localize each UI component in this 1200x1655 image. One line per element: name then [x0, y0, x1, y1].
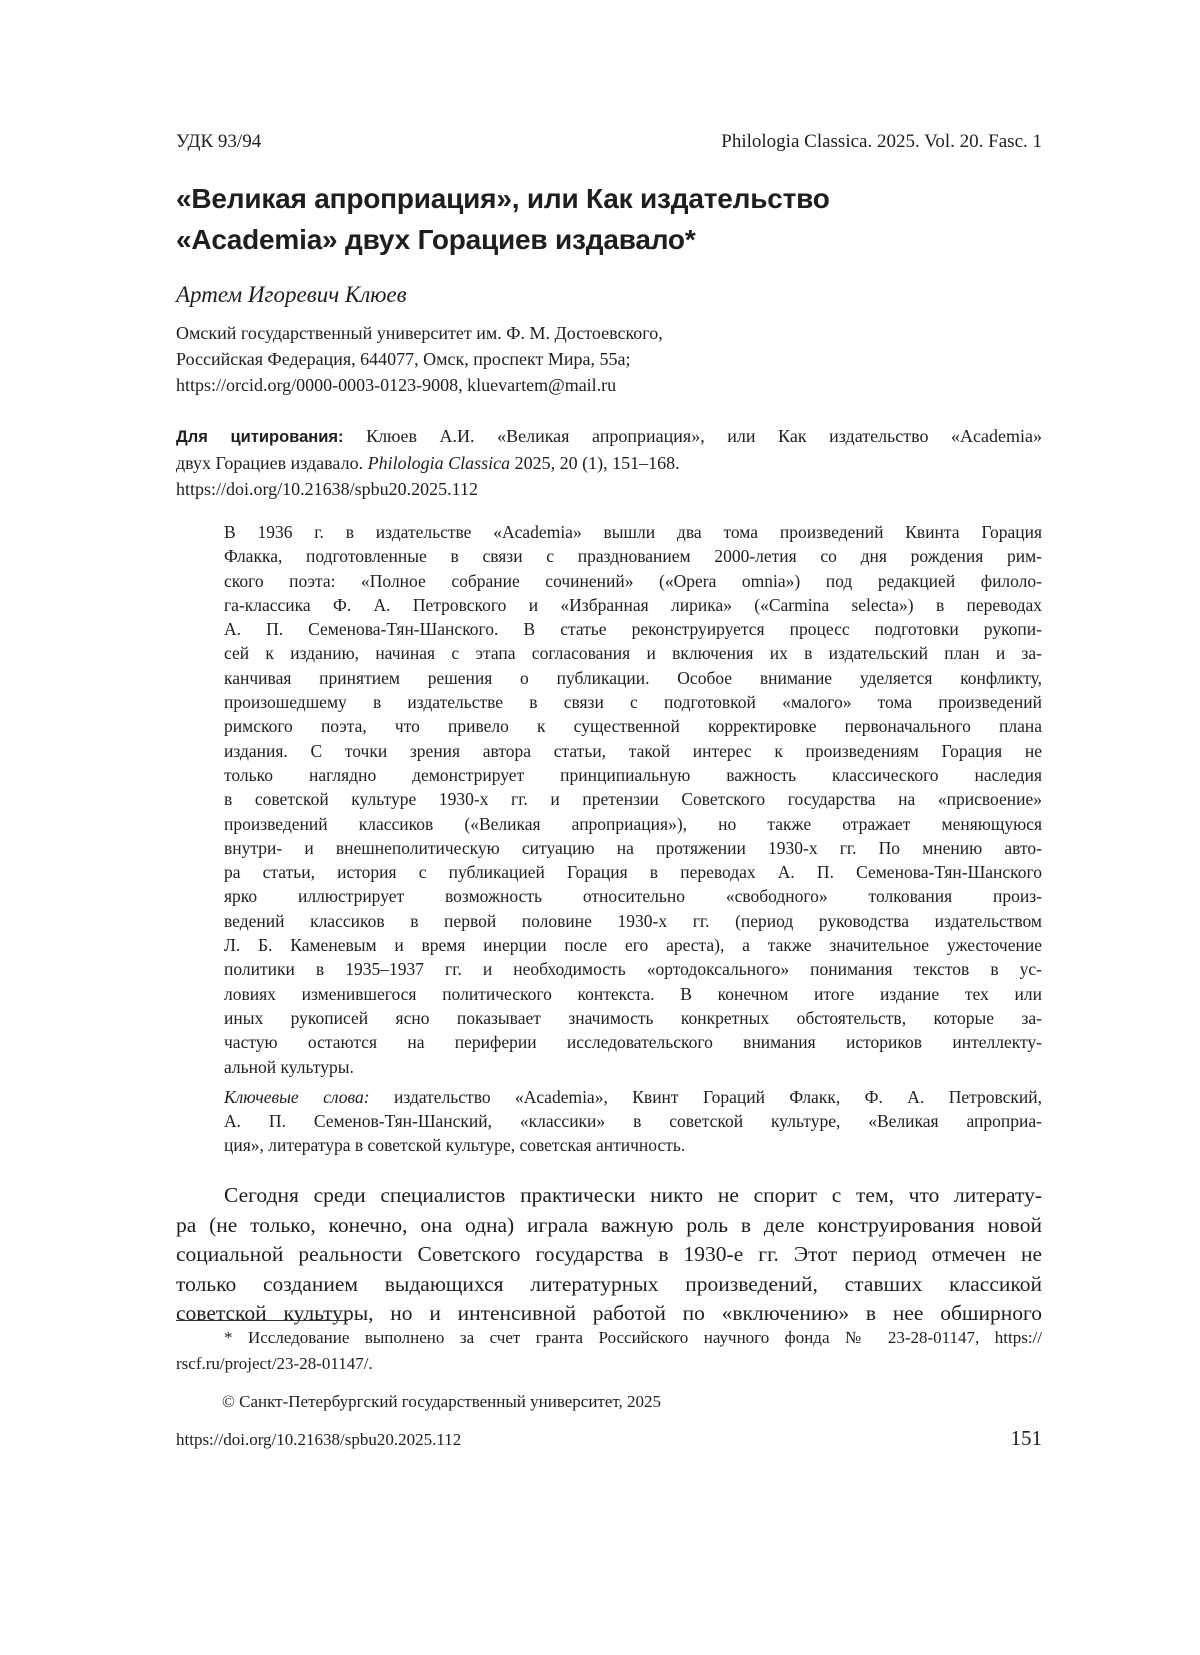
citation-line — [176, 423, 1042, 450]
citation-text: 2025, 20 (1), 151–168. — [510, 453, 680, 473]
author-affiliation — [176, 320, 1042, 398]
citation-line — [176, 450, 1042, 476]
udk-code: УДК 93/94 — [176, 131, 262, 152]
citation-text: двух Горациев издавало. — [176, 453, 368, 473]
title-line: «Великая апроприация», или Как издательство — [176, 183, 830, 214]
author-name: Артем Игоревич Клюев — [176, 282, 407, 307]
keywords-line: А. П. Семенов-Тян-Шанский, «классики» в советской культуре, «Великая апроприа- — [224, 1111, 1042, 1132]
body-line: только созданием выдающихся литературных произведений, ставших классикой — [176, 1271, 1042, 1296]
abstract-line: ра статьи, история с публикацией Горация в переводах А. П. Семенова-Тян-Шанского — [224, 862, 1042, 883]
affiliation-line[interactable]: https://orcid.org/0000-0003-0123-9008, kluevartem@mail.ru — [176, 375, 617, 395]
journal-reference: Philologia Classica. 2025. Vol. 20. Fasc. 1 — [721, 131, 1042, 152]
affiliation-line: Российская Федерация, 644077, Омск, проспект Мира, 55а; — [176, 349, 631, 369]
article-page — [176, 0, 1042, 1655]
abstract-line: только наглядно демонстрирует принципиальную важность классического наследия — [224, 764, 1042, 785]
abstract-line: альной культуры. — [224, 1056, 354, 1077]
abstract-line: политики в 1935–1937 гг. и необходимость «ортодоксального» понимания текстов в ус- — [224, 959, 1042, 980]
article-title — [176, 178, 1042, 260]
abstract-line: произведений классиков («Великая апроприация»), но также отражает меняющуюся — [224, 813, 1042, 834]
abstract-line: канчивая принятием решения о публикации. Особое внимание уделяется конфликту, — [224, 667, 1042, 688]
footer-doi-link[interactable]: https://doi.org/10.21638/spbu20.2025.112 — [176, 1430, 462, 1449]
abstract-line: Л. Б. Каменевым и время инерции после его ареста), а также значительное ужесточение — [224, 935, 1042, 956]
abstract-line: внутри- и внешнеполитическую ситуацию на протяжении 1930-х гг. По мнению авто- — [224, 837, 1042, 858]
abstract — [224, 520, 1042, 1158]
footnote-line: * Исследование выполнено за счет гранта Российского научного фонда № 23-28-01147, https:// — [224, 1328, 1042, 1347]
body-line: советской культуры, но и интенсивной работой по «включению» в нее обширного — [176, 1301, 1042, 1325]
citation-label: Для цитирования: — [176, 428, 344, 446]
abstract-line: ярко иллюстрирует возможность относительно «свободного» толкования произ- — [224, 886, 1042, 907]
footnote-line[interactable]: rscf.ru/project/23-28-01147/. — [176, 1354, 373, 1373]
citation-doi-link[interactable]: https://doi.org/10.21638/spbu20.2025.112 — [176, 479, 479, 499]
page-footer — [176, 1426, 1042, 1456]
page-number: 151 — [1010, 1426, 1042, 1450]
abstract-line: сей к изданию, начиная с этапа согласования и включения их в издательский план и за- — [224, 643, 1042, 664]
abstract-line: ведений классиков в первой половине 1930-х гг. (период руководства издательством — [224, 910, 1042, 931]
abstract-text — [224, 520, 1042, 1079]
body-line: ра (не только, конечно, она одна) играла важную роль в деле конструирования новой — [176, 1212, 1042, 1237]
abstract-line: Флакка, подготовленные в связи с празднованием 2000-летия со дня рождения рим- — [224, 546, 1042, 567]
keywords-label: Ключевые слова: — [224, 1086, 370, 1107]
abstract-line: в советской культуре 1930-х гг. и претензии Советского государства на «присвоение» — [224, 789, 1042, 810]
affiliation-line: Омский государственный университет им. Ф. М. Достоевского, — [176, 323, 663, 343]
abstract-line: римского поэта, что привело к существенной корректировке первоначального плана — [224, 716, 1042, 737]
abstract-line: произошедшему в издательстве в связи с подготовкой «малого» тома произведений — [224, 692, 1042, 713]
keywords-line: Ключевые слова: издательство «Academia», Квинт Гораций Флакк, Ф. А. Петровский, — [224, 1086, 1043, 1107]
title-line: «Academia» двух Горациев издавало* — [176, 224, 696, 255]
citation-journal: Philologia Classica — [367, 453, 511, 473]
abstract-line: га-классика Ф. А. Петровского и «Избранная лирика» («Carmina selecta») в переводах — [224, 594, 1042, 615]
abstract-line: ского поэта: «Полное собрание сочинений» («Opera omnia») под редакцией филоло- — [224, 570, 1042, 591]
abstract-line: А. П. Семенова-Тян-Шанского. В статье реконструируется процесс подготовки рукопи- — [224, 619, 1042, 640]
abstract-line: частую остаются на периферии исследовательского внимания историков интеллекту- — [224, 1032, 1042, 1053]
abstract-line: В 1936 г. в издательстве «Academia» вышли два тома произведений Квинта Горация — [224, 522, 1042, 542]
keywords — [224, 1085, 1042, 1158]
abstract-line: издания. С точки зрения автора статьи, такой интерес к произведениям Горация не — [224, 740, 1042, 761]
keywords-line: ция», литература в советской культуре, советская античность. — [224, 1135, 686, 1156]
body-paragraph — [176, 1181, 1042, 1329]
abstract-line: ловиях изменившегося политического контекста. В конечном итоге издание тех или — [224, 983, 1042, 1004]
body-text — [176, 1181, 1042, 1329]
copyright-notice: © Санкт-Петербургский государственный университет, 2025 — [222, 1392, 662, 1411]
citation-block — [176, 423, 1042, 502]
footnote-divider — [176, 1320, 348, 1321]
citation-text: Клюев А.И. «Великая апроприация», или Как издательство «Academia» — [343, 426, 1043, 446]
abstract-line: иных рукописей ясно показывает значимость конкретных обстоятельств, которые за- — [224, 1007, 1042, 1028]
page-header — [176, 131, 1042, 157]
body-line: Сегодня среди специалистов практически никто не спорит с тем, что литерату- — [224, 1183, 1042, 1207]
footnote — [176, 1325, 1042, 1377]
body-line: социальной реальности Советского государства в 1930-е гг. Этот период отмечен не — [176, 1242, 1042, 1266]
